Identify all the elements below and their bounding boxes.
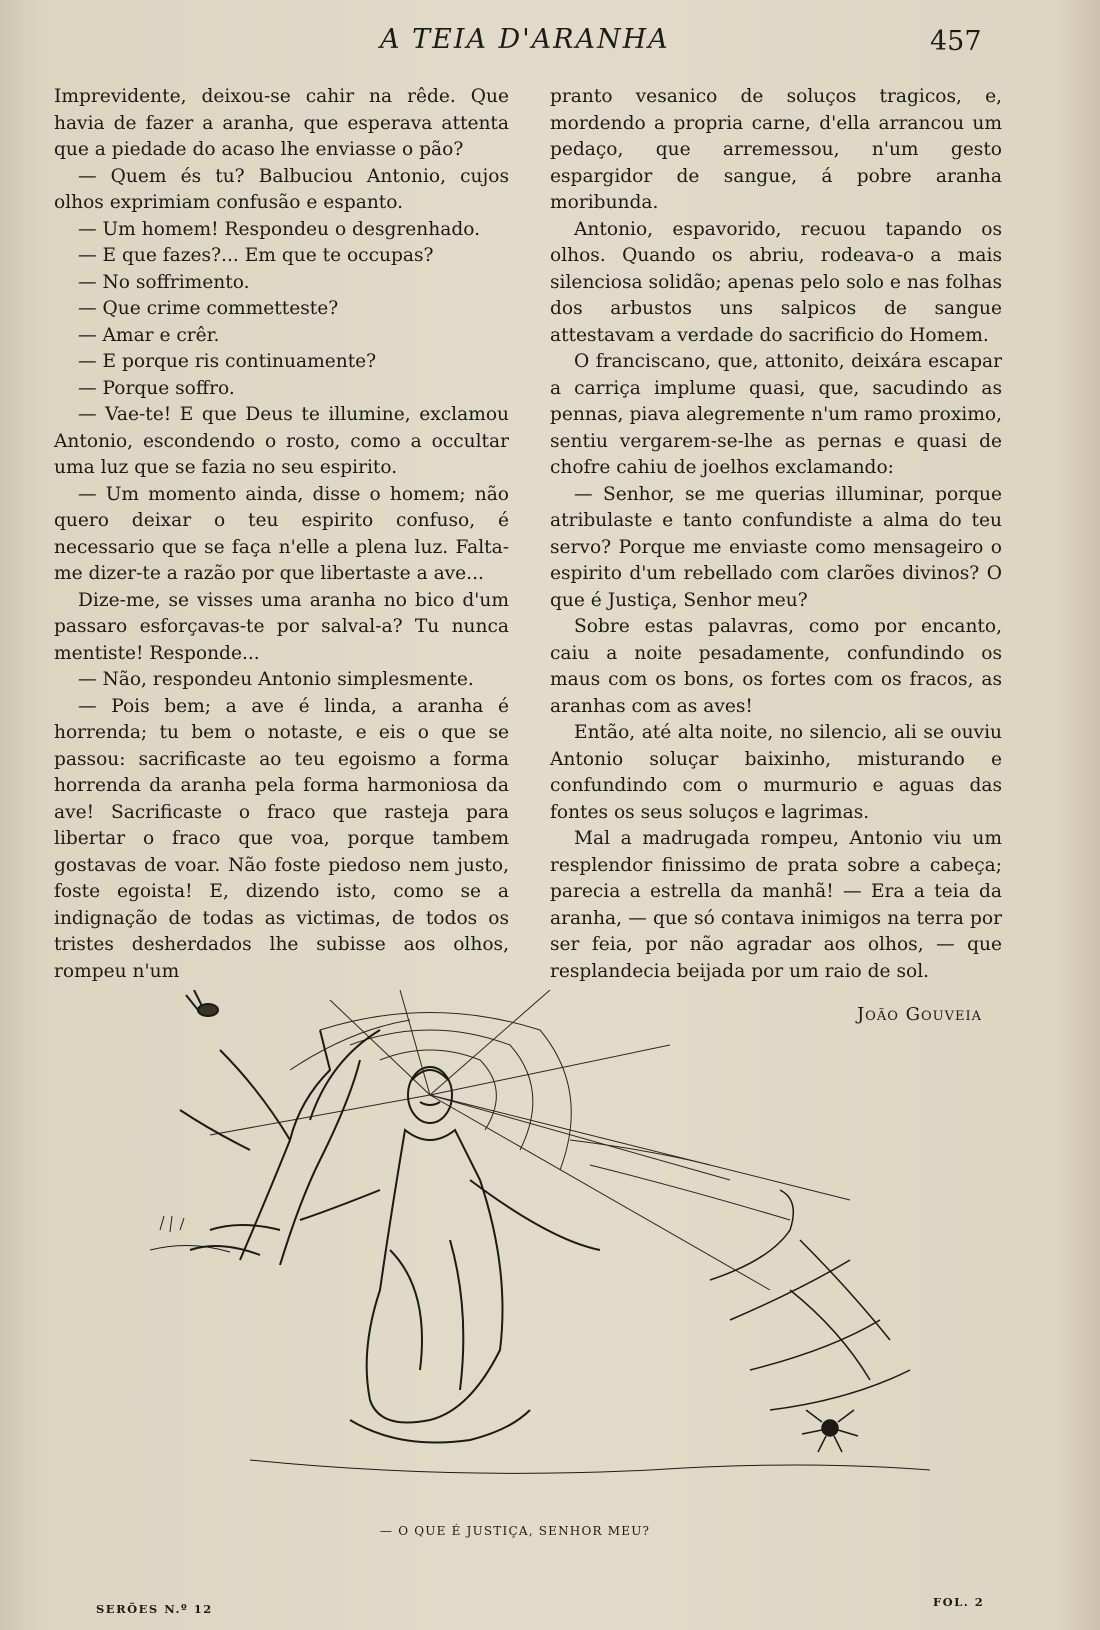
paragraph: — Porque soffro.	[78, 377, 235, 399]
spider-web	[210, 990, 850, 1290]
paragraph: Imprevidente, deixou-se cahir na rêde. Que havia de fazer a aranha, que esperava attenta que a piedade do acaso lhe enviasse o pão?	[54, 86, 509, 160]
paragraph: Sobre estas palavras, como por encanto, caiu a noite pesadamente, confundindo os maus com os bons, os fortes com os fracos, as aranhas com as aves!	[550, 616, 1002, 717]
paragraph: Antonio, espavorido, recuou tapando os olhos. Quando os abriu, rodeava-o a mais silenciosa solidão; apenas pelo solo e nas folhas dos arbustos uns salpicos de sangue attestavam a verdade do sacrificio do Homem.	[550, 218, 1002, 346]
paragraph: — No soffrimento.	[78, 271, 250, 293]
right-column	[550, 84, 1002, 985]
paragraph: — Senhor, se me querias illuminar, porque atribulaste e tanto confundiste a alma do teu servo? Porque me enviaste como mensageiro o espirito d'um rebellado com clarões divinos? O que é Justiça, Senhor meu?	[550, 483, 1002, 611]
author-signature: João Gouveia	[856, 1004, 982, 1025]
footer-signature-mark: SERÕES N.º 12	[96, 1602, 213, 1616]
paragraph: — Um momento ainda, disse o homem; não quero deixar o teu espirito confuso, é necessario que se faça n'elle a plena luz. Falta-me dizer-te a razão por que libertaste a ave...	[54, 483, 509, 584]
bird	[186, 990, 218, 1016]
running-title: A TEIA D'ARANHA	[380, 24, 670, 55]
paragraph: O franciscano, que, attonito, deixára escapar a carriça implume quasi, que, sacudindo as pennas, piava alegremente n'um ramo proximo, sentiu vergarem-se-lhe as pernas e quasi de chofre cahiu de joelhos exclamando:	[550, 351, 1002, 478]
footer-folio: FOL. 2	[933, 1595, 985, 1609]
paragraph: — Vae-te! E que Deus te illumine, exclamou Antonio, escondendo o rosto, como a occultar uma luz que se fazia no seu espirito.	[54, 404, 509, 478]
paragraph: — Quem és tu? Balbuciou Antonio, cujos olhos exprimiam confusão e espanto.	[54, 165, 509, 213]
paragraph: Mal a madrugada rompeu, Antonio viu um resplendor finissimo de prata sobre a cabeça; parecia a estrella da manhã! — Era a teia da aranha, — que só contava inimigos na terra por ser feia, por não agradar aos olhos, — que resplandecia beijada por um raio de sol.	[550, 828, 1002, 982]
paragraph: Dize-me, se visses uma aranha no bico d'um passaro esforçavas-te por salval-a? Tu nunca mentiste! Responde...	[54, 589, 509, 664]
paragraph: — E que fazes?... Em que te occupas?	[78, 245, 434, 266]
page-number: 457	[930, 26, 982, 57]
spider	[802, 1410, 858, 1452]
paragraph: — Um homem! Respondeu o desgrenhado.	[78, 218, 481, 240]
paragraph: — Que crime commetteste?	[78, 298, 339, 319]
paragraph: pranto vesanico de soluços tragicos, e, mordendo a propria carne, d'ella arrancou um pedaço, que arremessou, n'um gesto espargidor de sangue, á pobre aranha moribunda.	[550, 86, 1002, 213]
paragraph: — Não, respondeu Antonio simplesmente.	[78, 669, 474, 690]
ground	[150, 1216, 930, 1473]
tree	[180, 1030, 380, 1265]
illustration-caption: — O QUE É JUSTIÇA, SENHOR MEU?	[380, 1524, 651, 1538]
engraving-illustration	[150, 990, 990, 1520]
paragraph: Então, até alta noite, no silencio, ali se ouviu Antonio soluçar baixinho, misturando e confundindo com o murmurio e aguas das fontes os seus soluços e lagrimas.	[550, 722, 1002, 823]
paragraph: — E porque ris continuamente?	[78, 351, 377, 372]
paragraph: — Amar e crêr.	[78, 324, 220, 346]
left-column	[54, 84, 509, 985]
paragraph: — Pois bem; a ave é linda, a aranha é horrenda; tu bem o notaste, e eis o que se passou: sacrificaste ao teu egoismo a forma horrenda da aranha pela forma harmoniosa da ave! Sacrificaste o fraco que rasteja para libertar o fraco que voa, porque tambem gostavas de voar. Não foste piedoso nem justo, foste egoista! E, dizendo isto, como se a indignação de todas as victimas, de todos os tristes desherdados lhe subisse aos olhos, rompeu n'um	[54, 695, 509, 982]
shrubs	[710, 1190, 910, 1410]
monk-figure	[300, 1067, 600, 1443]
running-head	[0, 20, 1100, 60]
